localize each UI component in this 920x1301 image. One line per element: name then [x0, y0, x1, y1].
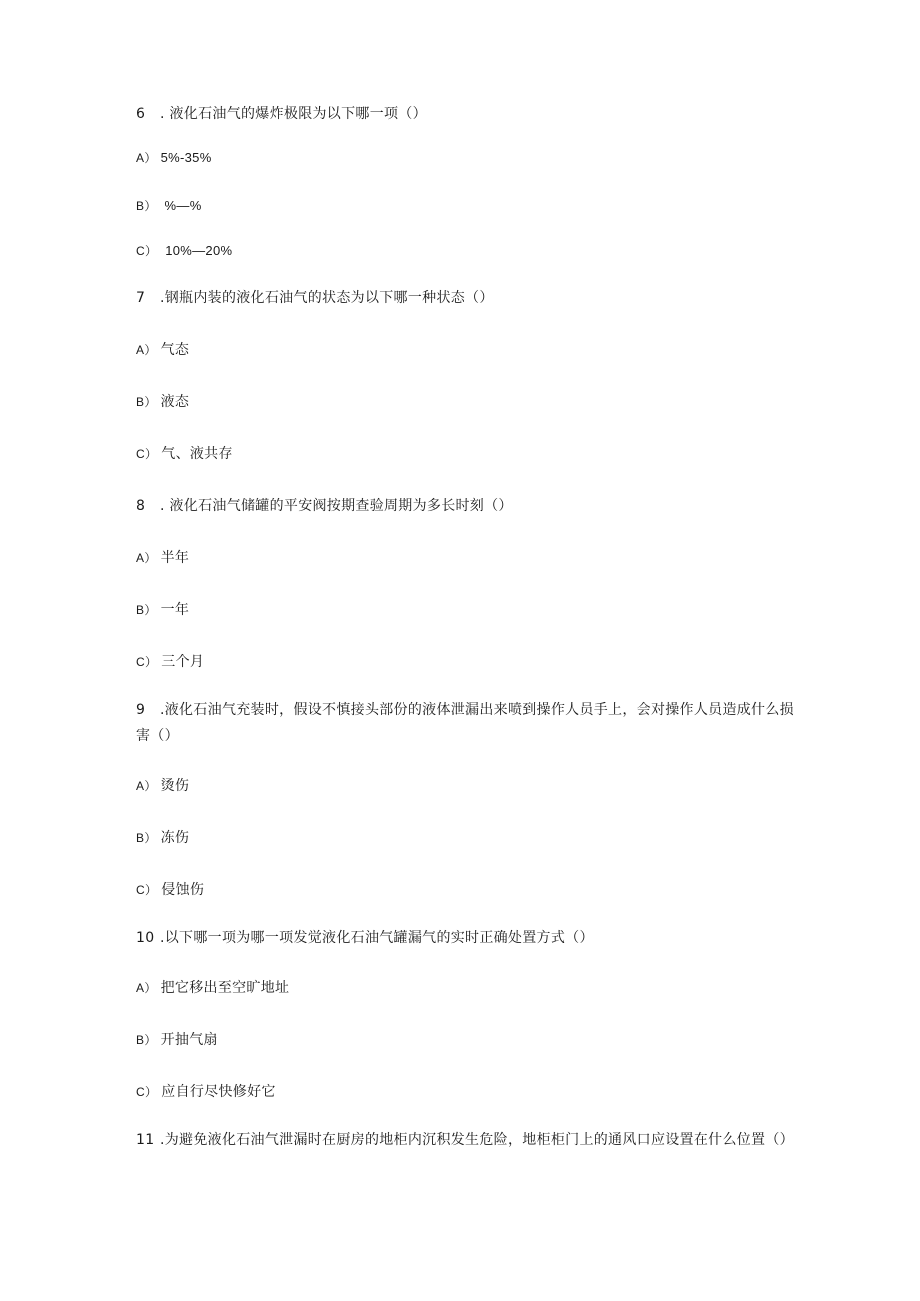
option-text: 烫伤: [160, 778, 190, 794]
option-text: 侵蚀伤: [161, 882, 205, 898]
option-9c: [136, 877, 796, 903]
question-text: .为避免液化石油气泄漏时在厨房的地柜内沉积发生危险，地柜柜门上的通风口应设置在什么位置（）: [160, 1132, 794, 1148]
option-letter: C: [136, 1085, 145, 1099]
option-letter: A: [136, 151, 145, 165]
option-7c: [136, 441, 796, 467]
option-paren: ）: [144, 551, 157, 565]
question-text: .钢瓶内装的液化石油气的状态为以下哪一种状态（）: [160, 290, 494, 306]
option-text: 开抽气扇: [160, 1032, 218, 1048]
option-text: 半年: [160, 550, 190, 566]
option-7a: [136, 337, 796, 363]
question-8: [136, 493, 796, 519]
option-paren: ）: [144, 981, 157, 995]
option-paren: ）: [144, 655, 158, 669]
option-letter: A: [136, 981, 145, 995]
option-text: 应自行尽快修好它: [161, 1084, 276, 1100]
question-11: [136, 1127, 796, 1153]
option-letter: B: [136, 1033, 145, 1047]
option-paren: ）: [144, 1033, 157, 1047]
question-number: 6: [136, 106, 146, 122]
option-10c: [136, 1079, 796, 1105]
question-number: 7: [136, 290, 146, 306]
option-text: 冻伤: [160, 830, 190, 846]
option-letter: C: [136, 655, 145, 669]
question-text: .以下哪一项为哪一项发觉液化石油气罐漏气的实时正确处置方式（）: [160, 930, 594, 946]
option-6b: [136, 193, 796, 219]
option-letter: B: [136, 199, 145, 213]
option-paren: ）: [144, 199, 157, 213]
question-number: 10: [136, 930, 155, 946]
option-text: 10%—20%: [161, 243, 233, 258]
question-number: 9: [136, 702, 146, 718]
option-letter: B: [136, 395, 145, 409]
question-9: [136, 697, 796, 749]
question-text: . 液化石油气储罐的平安阀按期查验周期为多长时刻（）: [160, 498, 513, 514]
option-paren: ）: [144, 1085, 158, 1099]
option-text: 液态: [160, 394, 190, 410]
option-paren: ）: [144, 779, 157, 793]
option-paren: ）: [144, 395, 157, 409]
option-6c: [136, 238, 796, 264]
question-text: . 液化石油气的爆炸极限为以下哪一项（）: [160, 106, 427, 122]
question-number: 8: [136, 498, 146, 514]
option-text: 把它移出至空旷地址: [160, 980, 290, 996]
option-text: 三个月: [161, 654, 205, 670]
option-letter: A: [136, 551, 145, 565]
question-7: [136, 285, 796, 311]
option-paren: ）: [144, 447, 158, 461]
option-text: 气态: [160, 342, 190, 358]
option-10a: [136, 975, 796, 1001]
option-paren: ）: [144, 343, 157, 357]
option-9b: [136, 825, 796, 851]
option-6a: [136, 145, 796, 171]
option-letter: C: [136, 883, 145, 897]
option-letter: C: [136, 447, 145, 461]
option-letter: A: [136, 343, 145, 357]
option-text: %—%: [160, 198, 202, 213]
option-text: 气、液共存: [161, 446, 233, 462]
option-9a: [136, 773, 796, 799]
option-8c: [136, 649, 796, 675]
option-text: 5%-35%: [160, 150, 212, 165]
option-paren: ）: [144, 151, 157, 165]
option-paren: ）: [144, 603, 157, 617]
option-letter: A: [136, 779, 145, 793]
option-letter: B: [136, 603, 145, 617]
question-10: [136, 925, 796, 951]
option-paren: ）: [144, 883, 158, 897]
option-8a: [136, 545, 796, 571]
option-7b: [136, 389, 796, 415]
option-8b: [136, 597, 796, 623]
question-number: 11: [136, 1132, 155, 1148]
option-10b: [136, 1027, 796, 1053]
question-text: .液化石油气充装时，假设不慎接头部份的液体泄漏出来喷到操作人员手上，会对操作人员造成什么损害（）: [136, 702, 794, 744]
question-6: [136, 101, 796, 127]
option-paren: ）: [144, 244, 158, 258]
option-letter: B: [136, 831, 145, 845]
option-text: 一年: [160, 602, 190, 618]
option-letter: C: [136, 244, 145, 258]
option-paren: ）: [144, 831, 157, 845]
